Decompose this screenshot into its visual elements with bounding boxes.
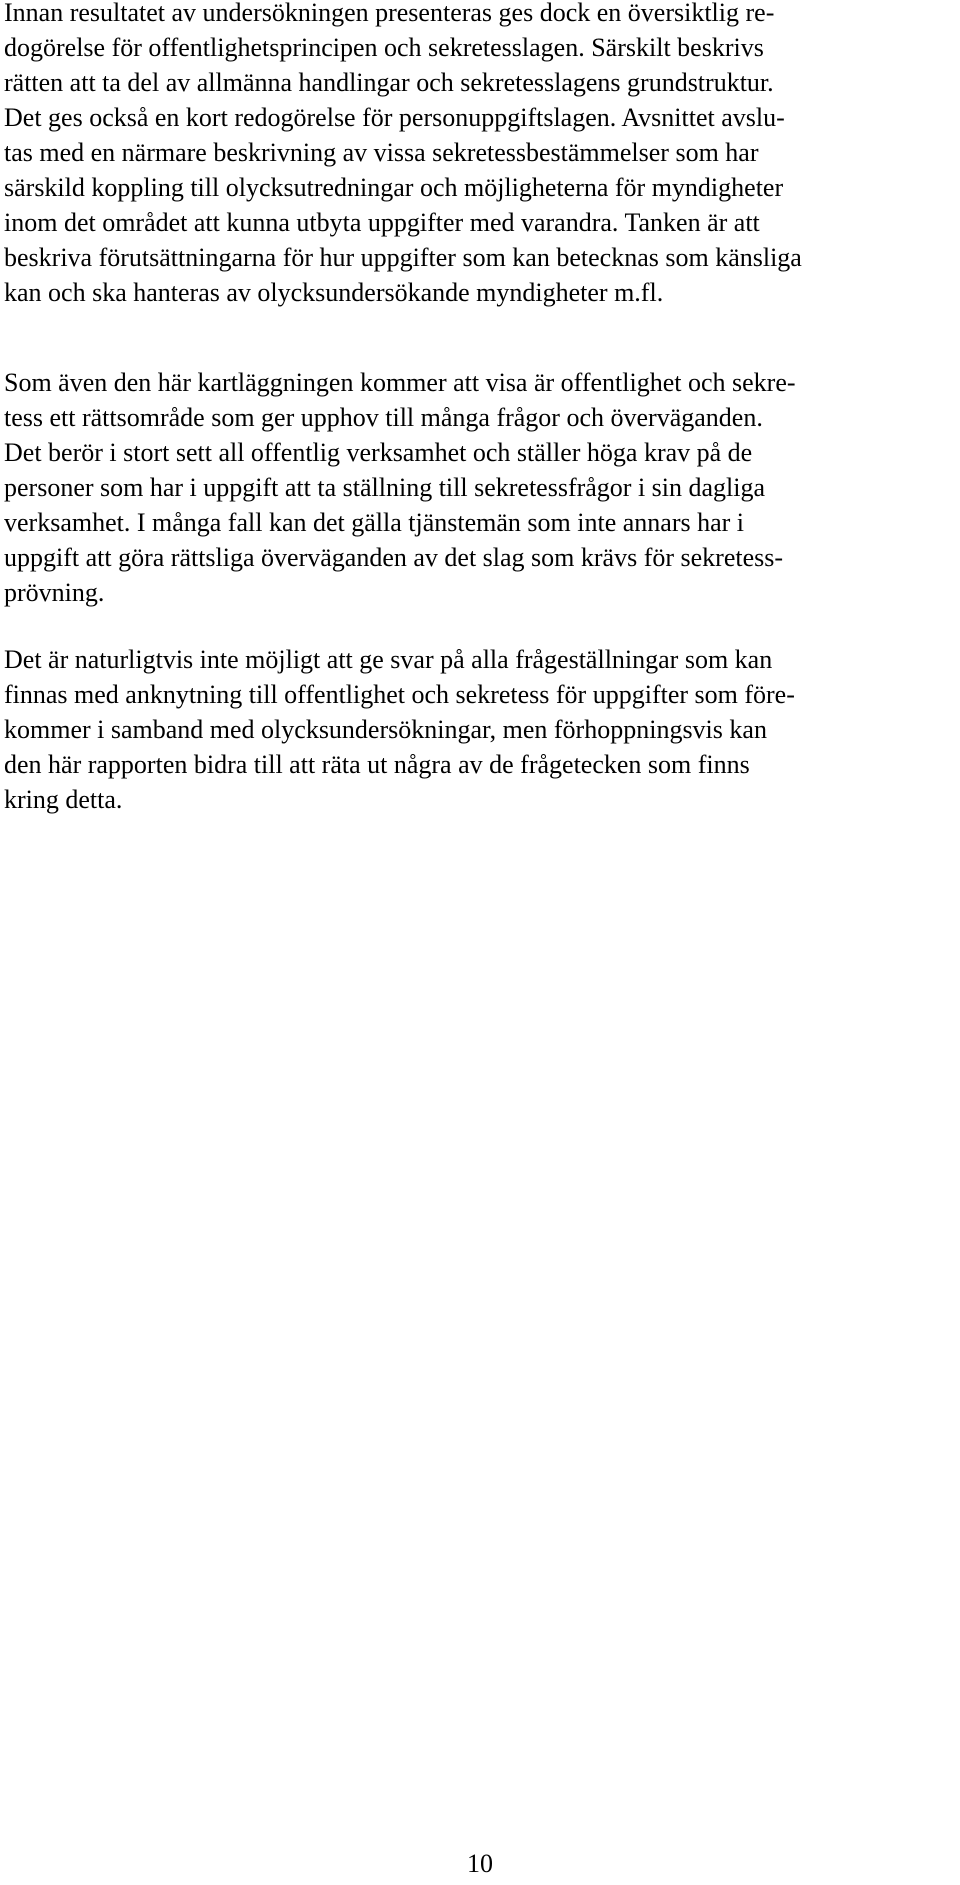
text-line: Det ges också en kort redogörelse för personuppgiftslagen. Avsnittet avslu- [4,103,785,132]
text-line: kommer i samband med olycksundersökningar, men förhoppningsvis kan [4,715,767,744]
text-line: Innan resultatet av undersökningen presenteras ges dock en översiktlig re- [4,0,775,27]
text-line: personer som har i uppgift att ta ställning till sekretessfrågor i sin dagliga [4,473,766,502]
text-line: kring detta. [4,785,123,814]
text-line: kan och ska hanteras av olycksundersökande myndigheter m.fl. [4,278,664,307]
text-line: finnas med anknytning till offentlighet och sekretess för uppgifter som före- [4,680,795,709]
text-line: rätten att ta del av allmänna handlingar och sekretesslagens grundstruktur. [4,68,774,97]
text-line: prövning. [4,578,105,607]
text-line: Det berör i stort sett all offentlig verksamhet och ställer höga krav på de [4,438,753,467]
page-number: 10 [467,1849,493,1878]
text-line: beskriva förutsättningarna för hur uppgifter som kan betecknas som känsliga [4,243,802,272]
text-line: tas med en närmare beskrivning av vissa sekretessbestämmelser som har [4,138,759,167]
text-line: Som även den här kartläggningen kommer att visa är offentlighet och sekre- [4,368,796,397]
text-line: särskild koppling till olycksutredningar och möjligheterna för myndigheter [4,173,784,202]
text-line: uppgift att göra rättsliga överväganden av det slag som krävs för sekretess- [4,543,784,572]
text-line: tess ett rättsområde som ger upphov till många frågor och överväganden. [4,403,763,432]
text-line: inom det området att kunna utbyta uppgifter med varandra. Tanken är att [4,208,760,237]
text-line: verksamhet. I många fall kan det gälla tjänstemän som inte annars har i [4,508,745,537]
text-line: den här rapporten bidra till att räta ut några av de frågetecken som finns [4,750,750,779]
text-line: Det är naturligtvis inte möjligt att ge svar på alla frågeställningar som kan [4,645,773,674]
text-line: dogörelse för offentlighetsprincipen och sekretesslagen. Särskilt beskrivs [4,33,764,62]
